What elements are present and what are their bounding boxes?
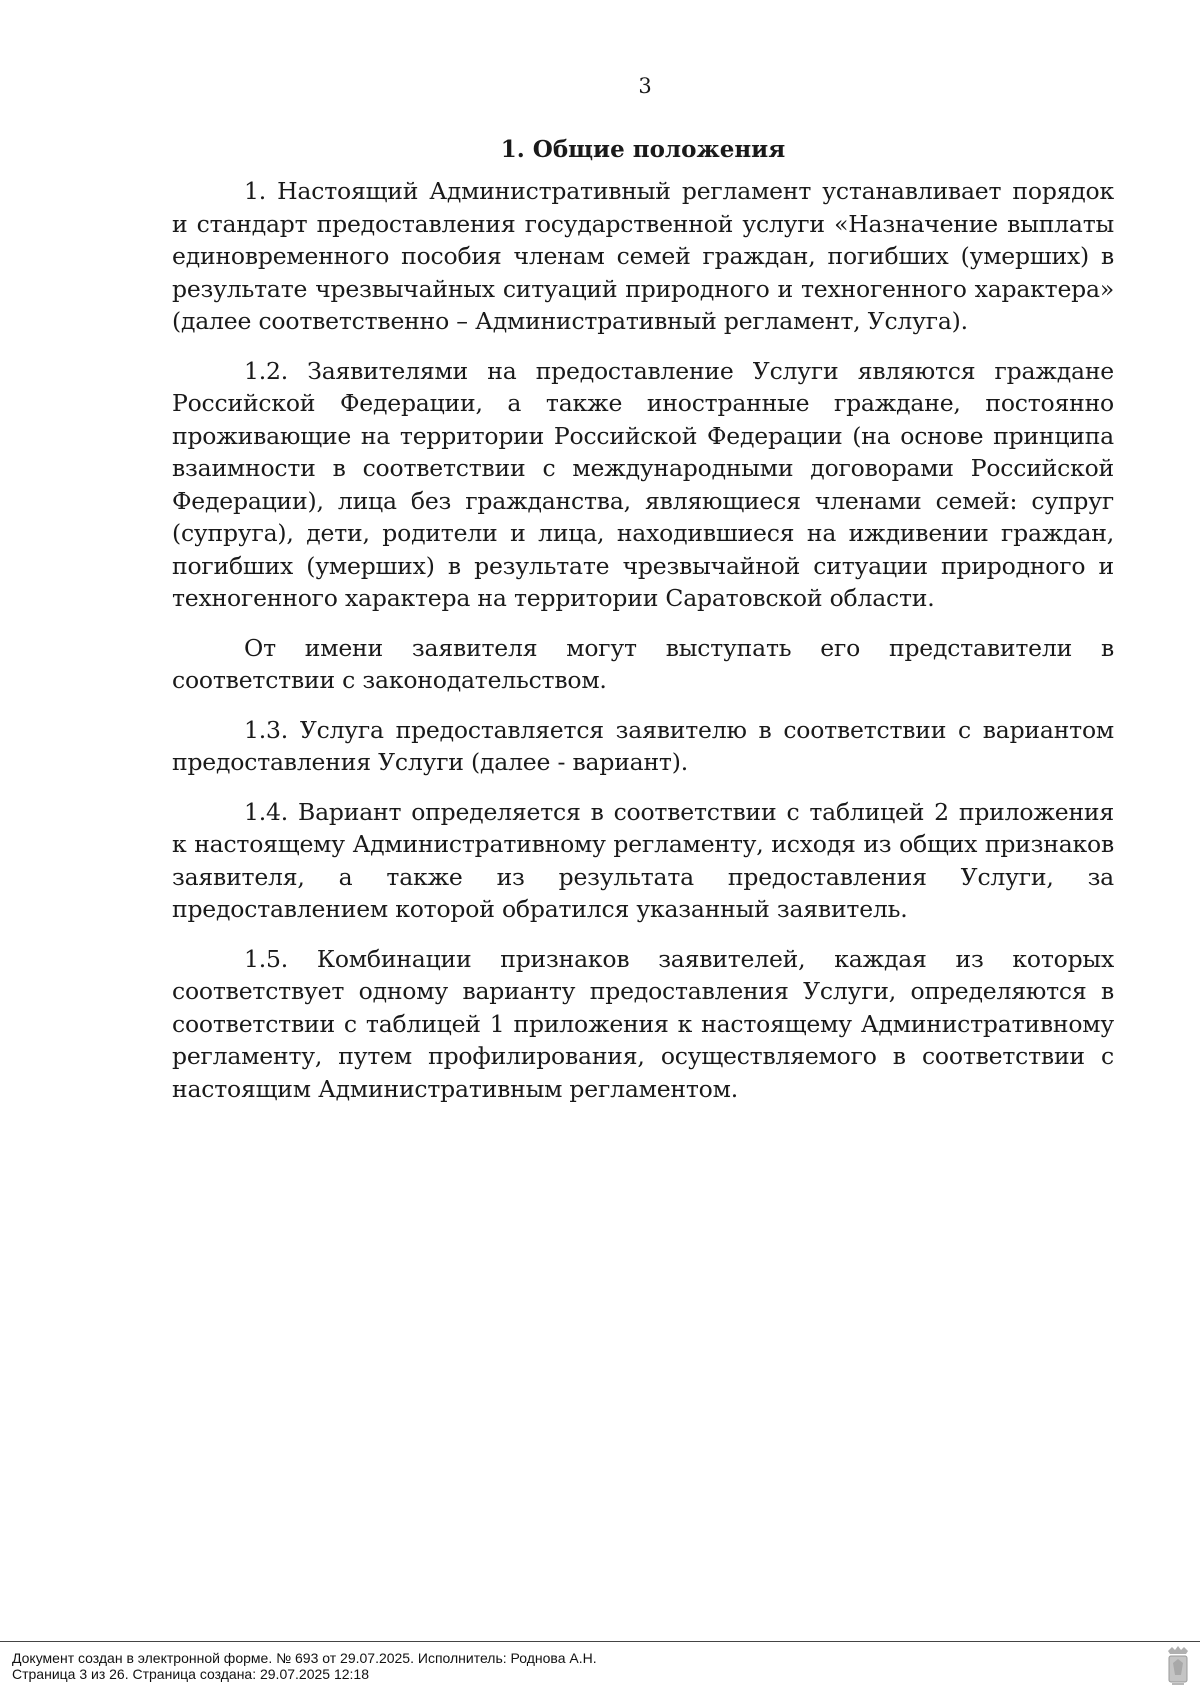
footer-divider <box>0 1641 1200 1642</box>
paragraph-representatives: От имени заявителя могут выступать его представители в соответствии с законодательством. <box>172 633 1114 694</box>
paragraph-1: 1. Настоящий Административный регламент устанавливает порядок и стандарт предоставления государственной услуги «Назначение выплаты единовременного пособия членам семей граждан, погибших (умерших) в результате чрезвычайных ситуаций природного и техногенного характера» (далее соответственно – Административный регламент, Услуга). <box>172 177 1114 335</box>
footer-line-document-info: Документ создан в электронной форме. № 693 от 29.07.2025. Исполнитель: Роднова А.Н. <box>12 1650 597 1666</box>
footer-line-page-info: Страница 3 из 26. Страница создана: 29.07.2025 12:18 <box>12 1666 369 1682</box>
paragraph-1-4: 1.4. Вариант определяется в соответствии с таблицей 2 приложения к настоящему Административному регламенту, исходя из общих признаков заявителя, а также из результата предоставления Услуги, за предоставлением которой обратился указанный заявитель. <box>172 797 1114 923</box>
coat-of-arms-icon <box>1164 1645 1192 1687</box>
document-footer <box>0 1641 1200 1698</box>
paragraph-1-3: 1.3. Услуга предоставляется заявителю в соответствии с вариантом предоставления Услуги (далее - вариант). <box>172 715 1114 776</box>
paragraph-1-2: 1.2. Заявителями на предоставление Услуги являются граждане Российской Федерации, а также иностранные граждане, постоянно проживающие на территории Российской Федерации (на основе принципа взаимности в соответствии с международными договорами Российской Федерации), лица без гражданства, являющиеся членами семей: супруг (супруга), дети, родители и лица, находившиеся на иждивении граждан, погибших (умерших) в результате чрезвычайной ситуации природного и техногенного характера на территории Саратовской области. <box>172 356 1114 612</box>
document-body <box>172 134 1114 1105</box>
footer-text <box>12 1650 597 1682</box>
section-heading: 1. Общие положения <box>500 136 786 163</box>
page-number: 3 <box>638 74 652 98</box>
paragraph-1-5: 1.5. Комбинации признаков заявителей, каждая из которых соответствует одному варианту предоставления Услуги, определяются в соответствии с таблицей 1 приложения к настоящему Административному регламенту, путем профилирования, осуществляемого в соответствии с настоящим Административным регламентом. <box>172 944 1114 1103</box>
